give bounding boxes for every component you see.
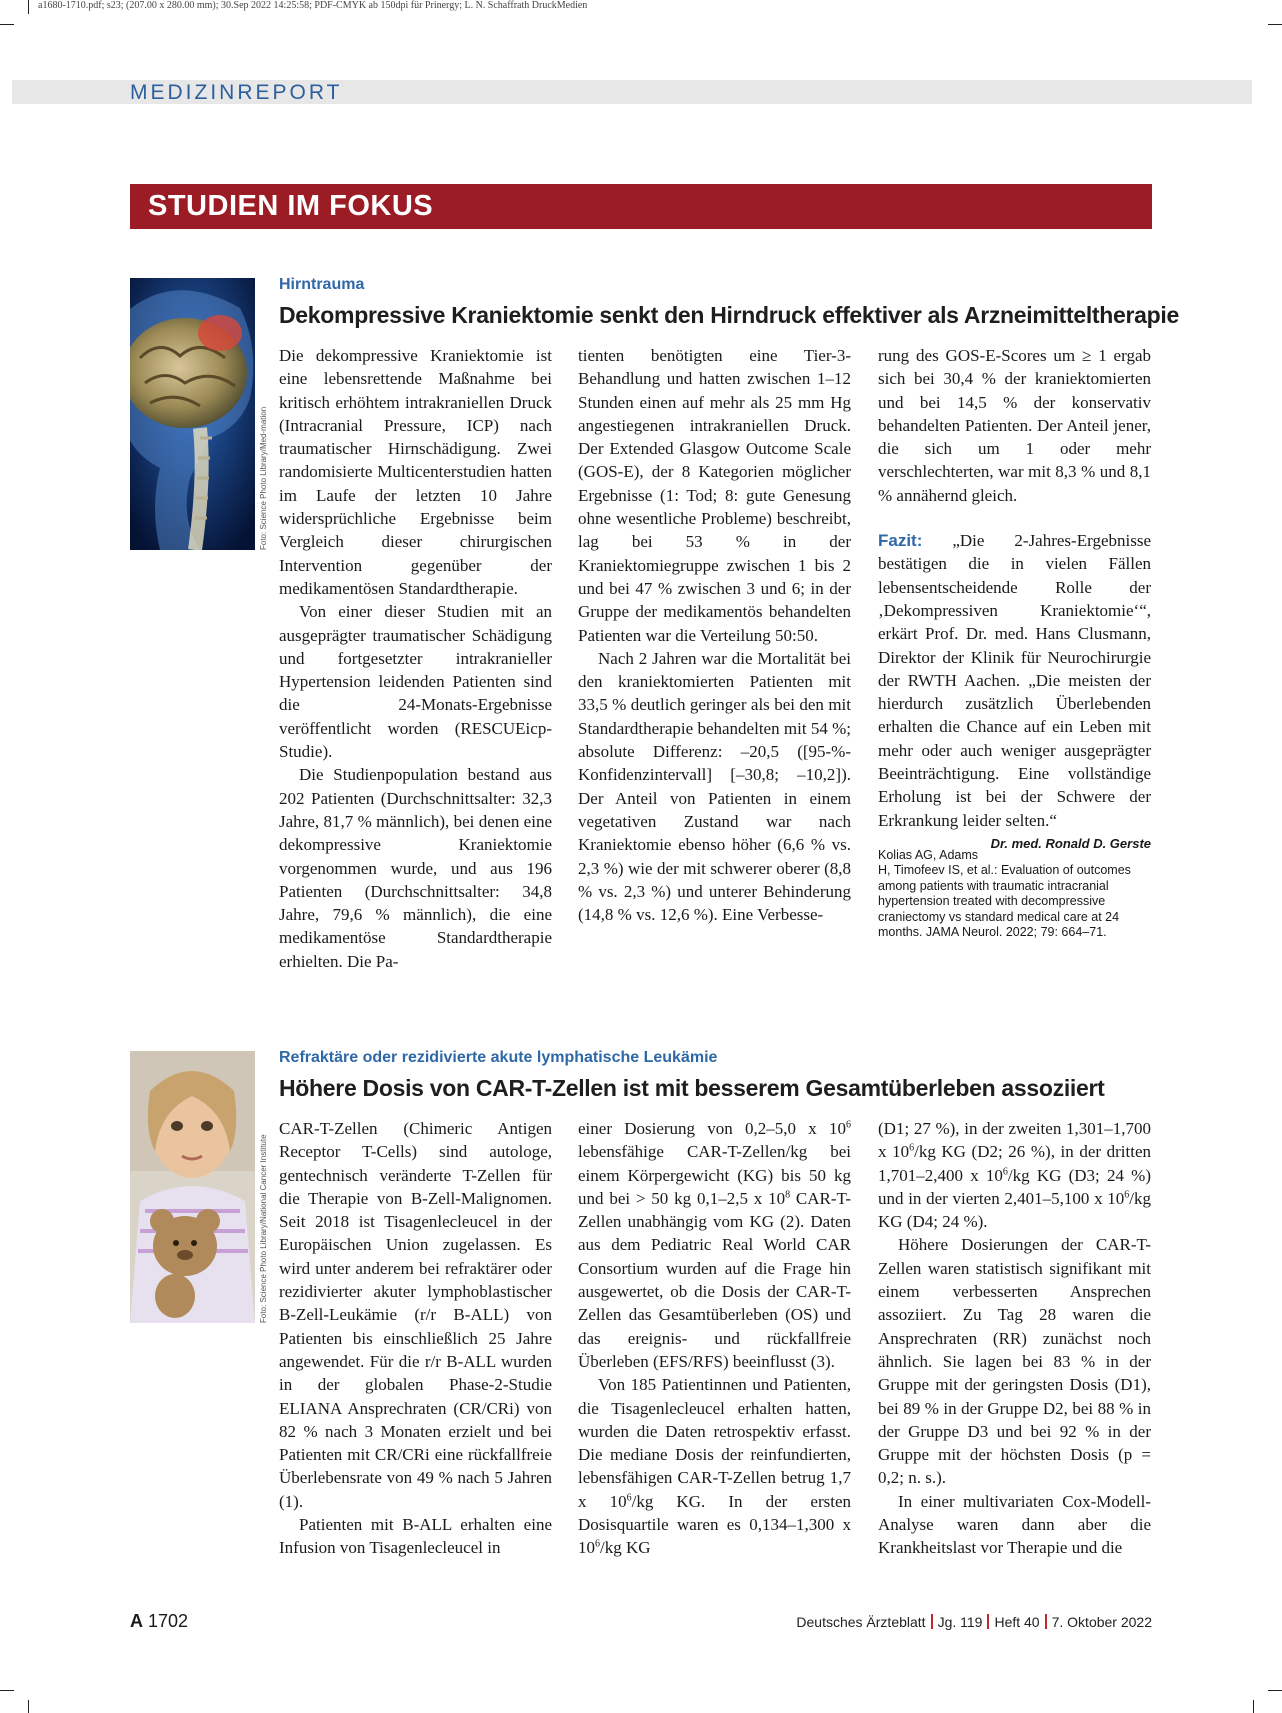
exponent: 8	[785, 1189, 791, 1201]
paragraph	[578, 1373, 851, 1559]
page-prefix: A	[130, 1611, 143, 1631]
page-number	[130, 1611, 188, 1632]
crop-mark	[28, 0, 29, 14]
article-column	[878, 1117, 1151, 1560]
crop-mark	[1268, 1690, 1282, 1691]
crop-mark	[28, 1700, 29, 1713]
brain-illustration-icon	[130, 278, 255, 550]
text-run: (D1; 27 %), in der zweiten 1,301–1,700 x 10	[878, 1119, 1151, 1162]
article-column	[878, 344, 1151, 941]
exponent: 6	[1002, 1165, 1008, 1177]
paragraph: tienten benötigten eine Tier-3-Behandlung und hatten zwischen 1–12 Stunden einen auf mehr als 25 mm Hg angestiegenen intrakraniellen Druck. Der Extended Glasgow Outcome Scale (GOS-E), der 8 Kategorien möglicher Ergebnisse (1: Tod; 8: gute Genesung ohne wesentliche Probleme) beschreibt, lag bei 53 % in der Kraniektomiegruppe zwischen 1 bis 2 und bei 47 % zwischen 3 und 6; in der Gruppe der medikamentös behandelten Patienten war die Verteilung 50:50.	[578, 346, 851, 645]
article-column	[578, 1117, 851, 1560]
exponent: 6	[1124, 1189, 1130, 1201]
section-title: MEDIZINREPORT	[130, 81, 343, 104]
paragraph: Von einer dieser Studien mit an ausgeprägter traumatischer Schädigung und fortgesetzter intrakranieller Hypertension leidenden Patienten sind die 24-Monats-Ergebnisse veröffentlicht worden (RESCUEicp-Studie).	[279, 602, 552, 762]
paragraph: Nach 2 Jahren war die Mortalität bei den kraniektomierten Patienten mit 33,5 % deutlich geringer als bei den mit Standardtherapie behandelten mit 54 %; absolute Differenz: –20,5 ([95-%-Konfidenzintervall] [–30,8; –10,2]). Der Anteil von Patienten in einem vegetativen Zustand war nach Kraniektomie ebenso höher (6,6 % vs. 2,3 %) wie der mit schwerer oberer (8,8 % vs. 2,3 %) und unterer Behinderung (14,8 % vs. 12,6 %). Eine Verbesse-	[578, 648, 851, 925]
fazit-text: „Die 2-Jahres-Ergebnisse bestätigen die in vielen Fällen lebensentscheidende Rolle der ‚Dekompressiven Kraniektomie‘“, erkärt Prof. Dr. med. Hans Clusmann, Direktor der Klinik für Neurochirurgie der RWTH Aachen. „Die meisten der hierdurch zusätzlich Überlebenden erhalten die Chance auf ein Leben mit mehr oder auch weniger ausgeprägter Beeinträchtigung. Eine vollständige Erholung ist bei der Schwere der Erkrankung leider selten.“	[878, 531, 1151, 830]
paragraph	[878, 1117, 1151, 1233]
article-kicker: Refraktäre oder rezidivierte akute lymphatische Leukämie	[279, 1049, 718, 1066]
text-run: /kg KG (D3; 24 %) und in der vierten 2,401–5,100 x 10	[878, 1165, 1152, 1208]
exponent: 6	[909, 1142, 915, 1154]
text-run: Von 185 Patientinnen und Patienten, die Tisagenlecleucel erhalten hatten, wurden die Daten retrospektiv erfasst. Die mediane Dosis der reinfundierten, lebensfähigen CAR-T-Zellen betrug 1,7 x 10	[578, 1375, 851, 1511]
section-header	[12, 80, 1252, 104]
article-headline: Höhere Dosis von CAR-T-Zellen ist mit besserem Gesamtüberleben assoziiert	[279, 1075, 1105, 1101]
photo-credit: Foto: Science Photo Library/National Cancer Institute	[259, 1134, 268, 1323]
banner-title: STUDIEN IM FOKUS	[148, 190, 434, 222]
paragraph: In einer multivariaten Cox-Modell-Analyse waren dann aber die Krankheitslast vor Therapie und die	[878, 1491, 1151, 1558]
exponent: 6	[626, 1492, 632, 1504]
text-run: CAR-T-Zellen unabhängig vom KG (2). Daten aus dem Pediatric Real World CAR Consortium wurden auf die Frage hin ausgewertet, ob die Dosis der CAR-T-Zellen das Gesamtüberleben (OS) und das ereignis- und rückfallfreie Überleben (EFS/RFS) beeinflusst (3).	[578, 1188, 851, 1371]
journal-footer	[796, 1614, 1152, 1630]
child-photo	[130, 1051, 255, 1323]
banner	[130, 184, 1152, 229]
article-headline: Dekompressive Kraniektomie senkt den Hirndruck effektiver als Arzneimitteltherapie	[279, 302, 1179, 328]
paragraph: Die Studienpopulation bestand aus 202 Patienten (Durchschnittsalter: 32,3 Jahre, 81,7 % männlich), bei denen eine dekompressive Kraniektomie vorgenommen wurde, und aus 196 Patienten (Durchschnittsalter: 34,8 Jahre, 79,6 % männlich), die eine medikamentöse Standardtherapie erhielten. Die Pa-	[279, 765, 552, 971]
article-column	[578, 344, 851, 926]
article-column	[279, 1117, 552, 1560]
issue: Heft 40	[994, 1614, 1040, 1630]
issue-date: 7. Oktober 2022	[1051, 1614, 1152, 1630]
paragraph: Die dekompressive Kraniektomie ist eine lebensrettende Maßnahme bei kritisch erhöhtem intrakraniellen Druck (Intracranial Pressure, ICP) nach traumatischer Hirnschädigung. Zwei randomisierte Multicenterstudien hatten im Laufe der letzten 10 Jahre widersprüchliche Ergebnisse beim Vergleich dieser chirurgischen Intervention gegenüber der medikamentösen Standardtherapie.	[279, 346, 552, 598]
text-run: /kg KG (D2; 26 %), in der dritten 1,701–2,400 x 10	[878, 1142, 1151, 1185]
crop-mark	[1253, 1700, 1254, 1713]
crop-mark	[0, 1690, 14, 1691]
paragraph: CAR-T-Zellen (Chimeric Antigen Receptor T-Cells) sind autologe, gentechnisch veränderte T-Zellen für die Therapie von B-Zell-Malignomen. Seit 2018 ist Tisagenlecleucel in der Europäischen Union zugelassen. Es wird unter anderem bei refraktärer oder rezidivierter akuter lymphoblastischer B-Zell-Leukämie (r/r B-ALL) von Patienten bis einschließlich 25 Jahre angewendet. Für die r/r B-ALL wurden in der globalen Phase-2-Studie ELIANA Ansprechraten (CR/CRi) von 82 % nach 3 Monaten erzielt und bei Patienten mit CR/CRi eine rückfallfreie Überlebensrate von 49 % nach 5 Jahren (1).	[279, 1119, 552, 1511]
journal-name: Deutsches Ärzteblatt	[796, 1614, 926, 1630]
text-run: lebensfähige CAR-T-Zellen/kg bei einem Körpergewicht (KG) bis 50 kg und bei > 50 kg 0,1–2,5 x 10	[578, 1142, 851, 1208]
exponent: 6	[595, 1538, 600, 1550]
separator	[1045, 1614, 1047, 1629]
paragraph: rung des GOS-E-Scores um ≥ 1 ergab sich bei 30,4 % der kraniektomierten und bei 14,5 % der konservativ behandelten Patienten. Der Anteil jener, die sich um 1 oder mehr verschlechterten, war mit 8,3 % und 8,1 % annähernd gleich.	[878, 346, 1151, 505]
exponent: 6	[846, 1119, 851, 1131]
fazit-paragraph	[878, 529, 1151, 851]
child-with-teddy-icon	[130, 1051, 255, 1323]
crop-mark	[0, 24, 14, 25]
text-run: /kg KG	[600, 1538, 651, 1558]
text-run: einer Dosierung von 0,2–5,0 x 10	[578, 1119, 846, 1138]
separator	[931, 1614, 933, 1629]
reference: Kolias AG, Adams H, Timofeev IS, et al.: Evaluation of outcomes among patients with traumatic intracranial hypertension treated with decompressive craniectomy vs standard medical care at 24 months. JAMA Neurol. 2022; 79: 664–71.	[878, 847, 1131, 940]
paragraph: Höhere Dosierungen der CAR-T-Zellen waren statistisch signifikant mit einem verbesserten Ansprechen assoziiert. Zu Tag 28 waren die Ansprechraten (RR) zunächst noch ähnlich. Sie lagen bei 83 % in der Gruppe mit der geringsten Dosis (D1), bei 89 % in der Gruppe D2, bei 88 % in der Gruppe D3 und bei 92 % in der Gruppe mit der höchsten Dosis (p = 0,2; n. s.).	[878, 1235, 1151, 1488]
article-kicker: Hirntrauma	[279, 276, 365, 293]
text-run: /kg KG (D4; 24 %).	[878, 1188, 1151, 1232]
text-run: /kg KG. In der ersten Dosisquartile waren es 0,134–1,300 x 10	[578, 1491, 851, 1558]
fazit-label: Fazit:	[878, 531, 923, 551]
paragraph: Patienten mit B-ALL erhalten eine Infusion von Tisagenlecleucel in	[279, 1515, 552, 1558]
crop-mark	[1268, 24, 1282, 25]
page-number-value: 1702	[148, 1611, 189, 1631]
photo-credit: Foto: Science Photo Library/Med-mation	[259, 406, 268, 550]
paragraph	[578, 1117, 851, 1373]
brain-xray-photo	[130, 278, 255, 550]
author: Dr. med. Ronald D. Gerste	[990, 835, 1151, 851]
print-info: a1680-1710.pdf; s23; (207.00 x 280.00 mm); 30.Sep 2022 14:25:58; PDF-CMYK ab 150dpi für Prinergy; L. N. Schaffrath DruckMedien	[38, 0, 588, 11]
volume: Jg. 119	[937, 1614, 983, 1630]
article-column	[279, 344, 552, 973]
separator	[987, 1614, 989, 1629]
